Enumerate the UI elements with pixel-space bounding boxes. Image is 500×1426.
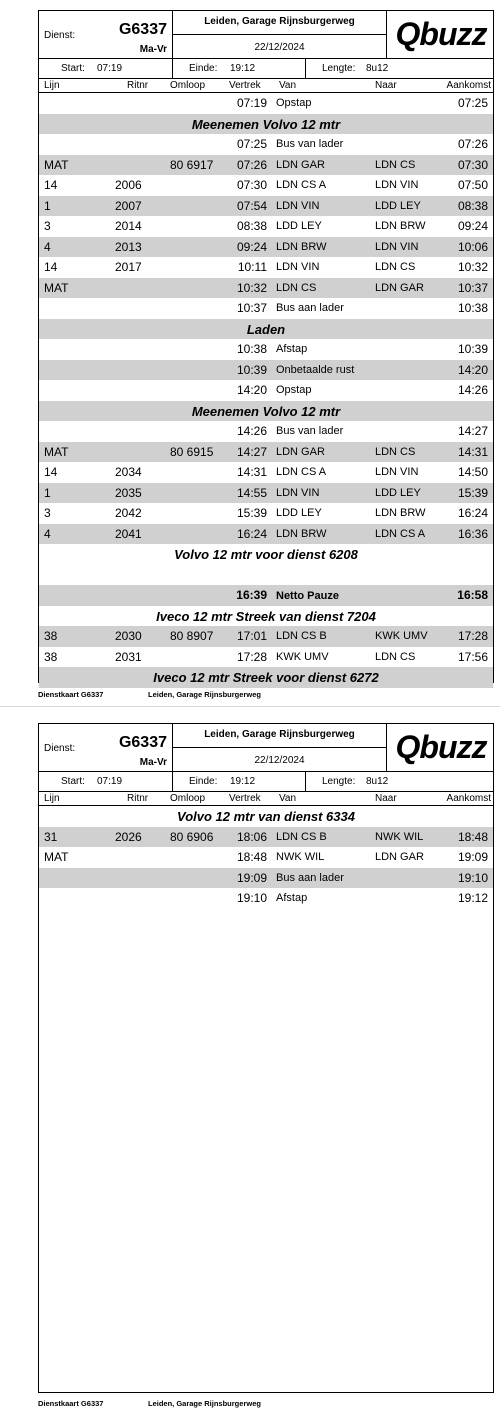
duty-code: G6337 (118, 21, 167, 38)
col-ritnr: Ritnr (127, 80, 149, 91)
cell-van: Opstap (276, 97, 312, 109)
cell-naar: LDN CS (375, 261, 416, 273)
cell-van: Bus van lader (276, 425, 344, 437)
cell-aankomst: 14:27 (457, 424, 488, 438)
cell-ritnr: 2034 (115, 465, 142, 479)
cell-lijn: MAT (44, 444, 69, 459)
cell-ritnr: 2042 (115, 506, 142, 520)
divider (305, 772, 306, 791)
cell-van: LDN BRW (276, 527, 327, 540)
cell-ritnr: 2006 (115, 178, 142, 192)
cell-naar: LDD LEY (375, 486, 421, 499)
duty-info-bar (39, 59, 493, 79)
footer-card: Dienstkaart G6337 (38, 690, 104, 699)
start-label: Start: (61, 63, 85, 74)
dienst-label: Dienst: (44, 30, 76, 41)
cell-aankomst: 07:50 (457, 178, 488, 192)
col-lijn: Lijn (44, 793, 60, 804)
cell-vertrek: 18:06 (236, 829, 267, 844)
table-row (39, 380, 493, 401)
einde-time: 19:12 (230, 63, 256, 74)
card-header (39, 724, 493, 772)
table-row (39, 360, 493, 381)
cell-omloop: 80 6917 (170, 157, 214, 172)
einde-label: Einde: (189, 776, 218, 787)
cell-lijn: 14 (44, 465, 58, 479)
table-row (39, 175, 493, 196)
col-vertrek: Vertrek (229, 793, 261, 804)
footer-card: Dienstkaart G6337 (38, 1399, 104, 1408)
cell-vertrek: 08:38 (236, 219, 267, 233)
cell-aankomst: 14:26 (457, 383, 488, 397)
col-naar: Naar (375, 793, 397, 804)
garage-location: Leiden, Garage Rijnsburgerweg (172, 11, 387, 35)
section-title-row (39, 806, 493, 827)
table-row (39, 827, 493, 848)
col-aankomst: Aankomst (446, 80, 491, 91)
col-ritnr: Ritnr (127, 793, 149, 804)
cell-vertrek: 10:11 (237, 260, 267, 274)
start-time: 07:19 (97, 63, 123, 74)
table-row (39, 93, 493, 114)
cell-van: LDN CS A (276, 179, 327, 191)
qbuzz-logo: Qbuzz (395, 729, 487, 765)
table-row (39, 216, 493, 237)
cell-vertrek: 16:39 (236, 588, 267, 602)
cell-aankomst: 10:32 (457, 260, 488, 274)
cell-lijn: MAT (44, 157, 69, 172)
section-title: Iveco 12 mtr Streek van dienst 7204 (156, 608, 376, 624)
cell-lijn: 4 (44, 239, 51, 254)
cell-aankomst: 16:58 (457, 588, 488, 602)
col-omloop: Omloop (170, 793, 206, 804)
cell-vertrek: 16:24 (236, 526, 267, 541)
section-title-row (39, 319, 493, 340)
cell-vertrek: 10:39 (236, 362, 267, 377)
cell-aankomst: 10:38 (457, 301, 488, 315)
section-title-row (39, 667, 493, 688)
duty-date: 22/12/2024 (172, 35, 387, 59)
cell-vertrek: 07:30 (236, 178, 267, 192)
cell-van: LDN VIN (276, 199, 320, 212)
cell-van: LDD LEY (276, 220, 322, 232)
cell-ritnr: 2014 (115, 219, 142, 233)
table-row (39, 462, 493, 483)
cell-aankomst: 19:09 (457, 850, 488, 864)
cell-lijn: 4 (44, 526, 51, 541)
cell-aankomst: 07:26 (457, 137, 488, 151)
cell-lijn: MAT (44, 850, 69, 864)
cell-van: LDN CS (276, 281, 317, 294)
cell-ritnr: 2017 (115, 260, 142, 274)
divider (305, 59, 306, 78)
einde-label: Einde: (189, 63, 218, 74)
table-row (39, 524, 493, 545)
table-row (39, 196, 493, 217)
cell-van: Bus van lader (276, 138, 344, 150)
section-title: Volvo 12 mtr van dienst 6334 (177, 809, 355, 824)
section-title-row (39, 544, 493, 565)
table-row (39, 237, 493, 258)
card-header (39, 11, 493, 59)
cell-van: Bus aan lader (276, 302, 344, 314)
cell-aankomst: 07:25 (457, 96, 488, 110)
cell-van: LDN GAR (276, 445, 325, 458)
start-time: 07:19 (97, 776, 123, 787)
duty-card (38, 10, 494, 683)
cell-van: LDN VIN (276, 486, 320, 499)
cell-van: Bus aan lader (276, 871, 344, 884)
col-aankomst: Aankomst (446, 793, 491, 804)
cell-vertrek: 07:54 (236, 198, 267, 213)
cell-ritnr: 2007 (115, 198, 142, 213)
cell-naar: LDN VIN (375, 466, 419, 478)
lengte-label: Lengte: (322, 63, 356, 74)
cell-vertrek: 14:26 (236, 424, 267, 438)
cell-aankomst: 17:28 (457, 629, 488, 643)
cell-lijn: 14 (44, 260, 58, 274)
cell-naar: KWK UMV (375, 630, 428, 642)
table-row (39, 442, 493, 463)
duty-days: Ma-Vr (139, 757, 167, 768)
cell-naar: LDD LEY (375, 199, 421, 212)
cell-ritnr: 2041 (115, 526, 142, 541)
cell-naar: LDN CS A (375, 527, 426, 540)
page-footer (38, 690, 261, 699)
cell-van: LDN BRW (276, 240, 327, 253)
table-row (39, 155, 493, 176)
duty-info-bar (39, 772, 493, 792)
column-header (39, 79, 493, 93)
cell-vertrek: 14:31 (236, 465, 267, 479)
cell-naar: NWK WIL (375, 830, 424, 843)
cell-van: LDN GAR (276, 158, 325, 171)
cell-aankomst: 09:24 (457, 219, 488, 233)
cell-vertrek: 10:38 (236, 342, 267, 356)
cell-omloop: 80 6915 (170, 444, 214, 459)
table-row (39, 339, 493, 360)
duty-code: G6337 (118, 734, 167, 751)
dienstkaart-page-2 (0, 706, 500, 1426)
section-title-row (39, 114, 493, 135)
table-row (39, 257, 493, 278)
cell-vertrek: 17:28 (236, 649, 267, 664)
start-label: Start: (61, 776, 85, 787)
col-naar: Naar (375, 80, 397, 91)
cell-naar: LDN GAR (375, 851, 424, 863)
section-title: Iveco 12 mtr Streek voor dienst 6272 (153, 670, 379, 685)
lengte-value: 8u12 (366, 63, 389, 74)
duty-date: 22/12/2024 (172, 748, 387, 772)
col-lijn: Lijn (44, 80, 60, 91)
cell-van: Netto Pauze (276, 590, 339, 602)
cell-vertrek: 14:20 (236, 383, 267, 397)
cell-vertrek: 18:48 (236, 850, 267, 864)
cell-vertrek: 19:09 (236, 870, 267, 885)
table-row (39, 278, 493, 299)
col-van: Van (279, 793, 297, 804)
cell-lijn: 1 (44, 198, 51, 213)
section-title: Laden (246, 321, 286, 337)
cell-lijn: 31 (44, 829, 58, 844)
garage-location: Leiden, Garage Rijnsburgerweg (172, 724, 387, 748)
footer-location: Leiden, Garage Rijnsburgerweg (148, 690, 261, 699)
cell-aankomst: 14:31 (457, 444, 488, 459)
footer-location: Leiden, Garage Rijnsburgerweg (148, 1399, 261, 1408)
cell-lijn: 1 (44, 485, 51, 500)
cell-van: LDN CS A (276, 466, 327, 478)
cell-van: LDN VIN (276, 261, 320, 273)
cell-vertrek: 17:01 (236, 629, 267, 643)
cell-vertrek: 10:37 (236, 301, 267, 315)
cell-aankomst: 18:48 (457, 829, 488, 844)
cell-van: NWK WIL (276, 851, 325, 863)
cell-vertrek: 10:32 (236, 280, 267, 295)
cell-van: Onbetaalde rust (276, 363, 355, 376)
cell-lijn: 14 (44, 178, 58, 192)
cell-lijn: 38 (44, 629, 58, 643)
cell-naar: LDN BRW (375, 507, 426, 519)
divider (172, 772, 173, 791)
cell-aankomst: 16:36 (457, 526, 488, 541)
qbuzz-logo: Qbuzz (395, 16, 487, 52)
cell-naar: LDN CS (375, 650, 416, 663)
dienstkaart-page-1 (0, 0, 500, 706)
table-row (39, 868, 493, 889)
cell-vertrek: 19:10 (236, 891, 267, 905)
cell-ritnr: 2031 (115, 649, 142, 664)
duty-days: Ma-Vr (139, 44, 167, 55)
cell-aankomst: 10:37 (457, 280, 488, 295)
cell-aankomst: 14:50 (457, 465, 488, 479)
pause-row (39, 585, 493, 606)
cell-lijn: MAT (44, 280, 69, 295)
cell-ritnr: 2030 (115, 629, 142, 643)
cell-vertrek: 14:27 (236, 444, 267, 459)
table-row (39, 888, 493, 909)
col-vertrek: Vertrek (229, 80, 261, 91)
table-row (39, 298, 493, 319)
duty-card (38, 723, 494, 1393)
cell-omloop: 80 8907 (170, 629, 214, 643)
cell-aankomst: 19:10 (457, 870, 488, 885)
cell-naar: LDN CS (375, 445, 416, 458)
col-van: Van (279, 80, 297, 91)
column-header (39, 792, 493, 806)
cell-naar: LDN VIN (375, 240, 419, 253)
cell-aankomst: 07:30 (457, 157, 488, 172)
cell-van: LDD LEY (276, 507, 322, 519)
cell-ritnr: 2035 (115, 485, 142, 500)
col-omloop: Omloop (170, 80, 206, 91)
lengte-value: 8u12 (366, 776, 389, 787)
cell-aankomst: 08:38 (457, 198, 488, 213)
cell-aankomst: 14:20 (457, 362, 488, 377)
cell-aankomst: 10:06 (457, 239, 488, 254)
table-row (39, 503, 493, 524)
einde-time: 19:12 (230, 776, 256, 787)
cell-lijn: 38 (44, 649, 58, 664)
divider (172, 59, 173, 78)
cell-aankomst: 16:24 (457, 506, 488, 520)
cell-aankomst: 15:39 (457, 485, 488, 500)
dienst-label: Dienst: (44, 743, 76, 754)
cell-vertrek: 07:25 (236, 137, 267, 151)
cell-van: LDN CS B (276, 830, 327, 843)
cell-van: Opstap (276, 384, 312, 396)
table-row (39, 421, 493, 442)
spacer-row (39, 565, 493, 586)
cell-van: KWK UMV (276, 650, 329, 663)
section-title: Meenemen Volvo 12 mtr (191, 116, 341, 132)
cell-vertrek: 09:24 (236, 239, 267, 254)
trip-list (39, 93, 493, 688)
cell-van: LDN CS B (276, 630, 327, 642)
trip-list (39, 806, 493, 909)
cell-naar: LDN BRW (375, 220, 426, 232)
cell-vertrek: 15:39 (236, 506, 267, 520)
section-title-row (39, 606, 493, 627)
table-row (39, 626, 493, 647)
cell-aankomst: 19:12 (457, 891, 488, 905)
cell-van: Afstap (276, 892, 308, 904)
cell-naar: LDN GAR (375, 281, 424, 294)
cell-lijn: 3 (44, 506, 51, 520)
table-row (39, 647, 493, 668)
table-row (39, 134, 493, 155)
cell-ritnr: 2013 (115, 239, 142, 254)
section-title: Volvo 12 mtr voor dienst 6208 (174, 547, 358, 562)
section-title: Meenemen Volvo 12 mtr (191, 403, 341, 419)
lengte-label: Lengte: (322, 776, 356, 787)
section-title-row (39, 401, 493, 422)
cell-aankomst: 17:56 (457, 649, 488, 664)
cell-vertrek: 14:55 (236, 485, 267, 500)
cell-lijn: 3 (44, 219, 51, 233)
table-row (39, 483, 493, 504)
cell-vertrek: 07:26 (236, 157, 267, 172)
cell-van: Afstap (276, 343, 308, 355)
cell-naar: LDN CS (375, 158, 416, 171)
page-footer (38, 1399, 261, 1408)
table-row (39, 847, 493, 868)
cell-ritnr: 2026 (115, 829, 142, 844)
cell-vertrek: 07:19 (236, 96, 267, 110)
cell-aankomst: 10:39 (457, 342, 488, 356)
cell-omloop: 80 6906 (170, 829, 214, 844)
cell-naar: LDN VIN (375, 179, 419, 191)
